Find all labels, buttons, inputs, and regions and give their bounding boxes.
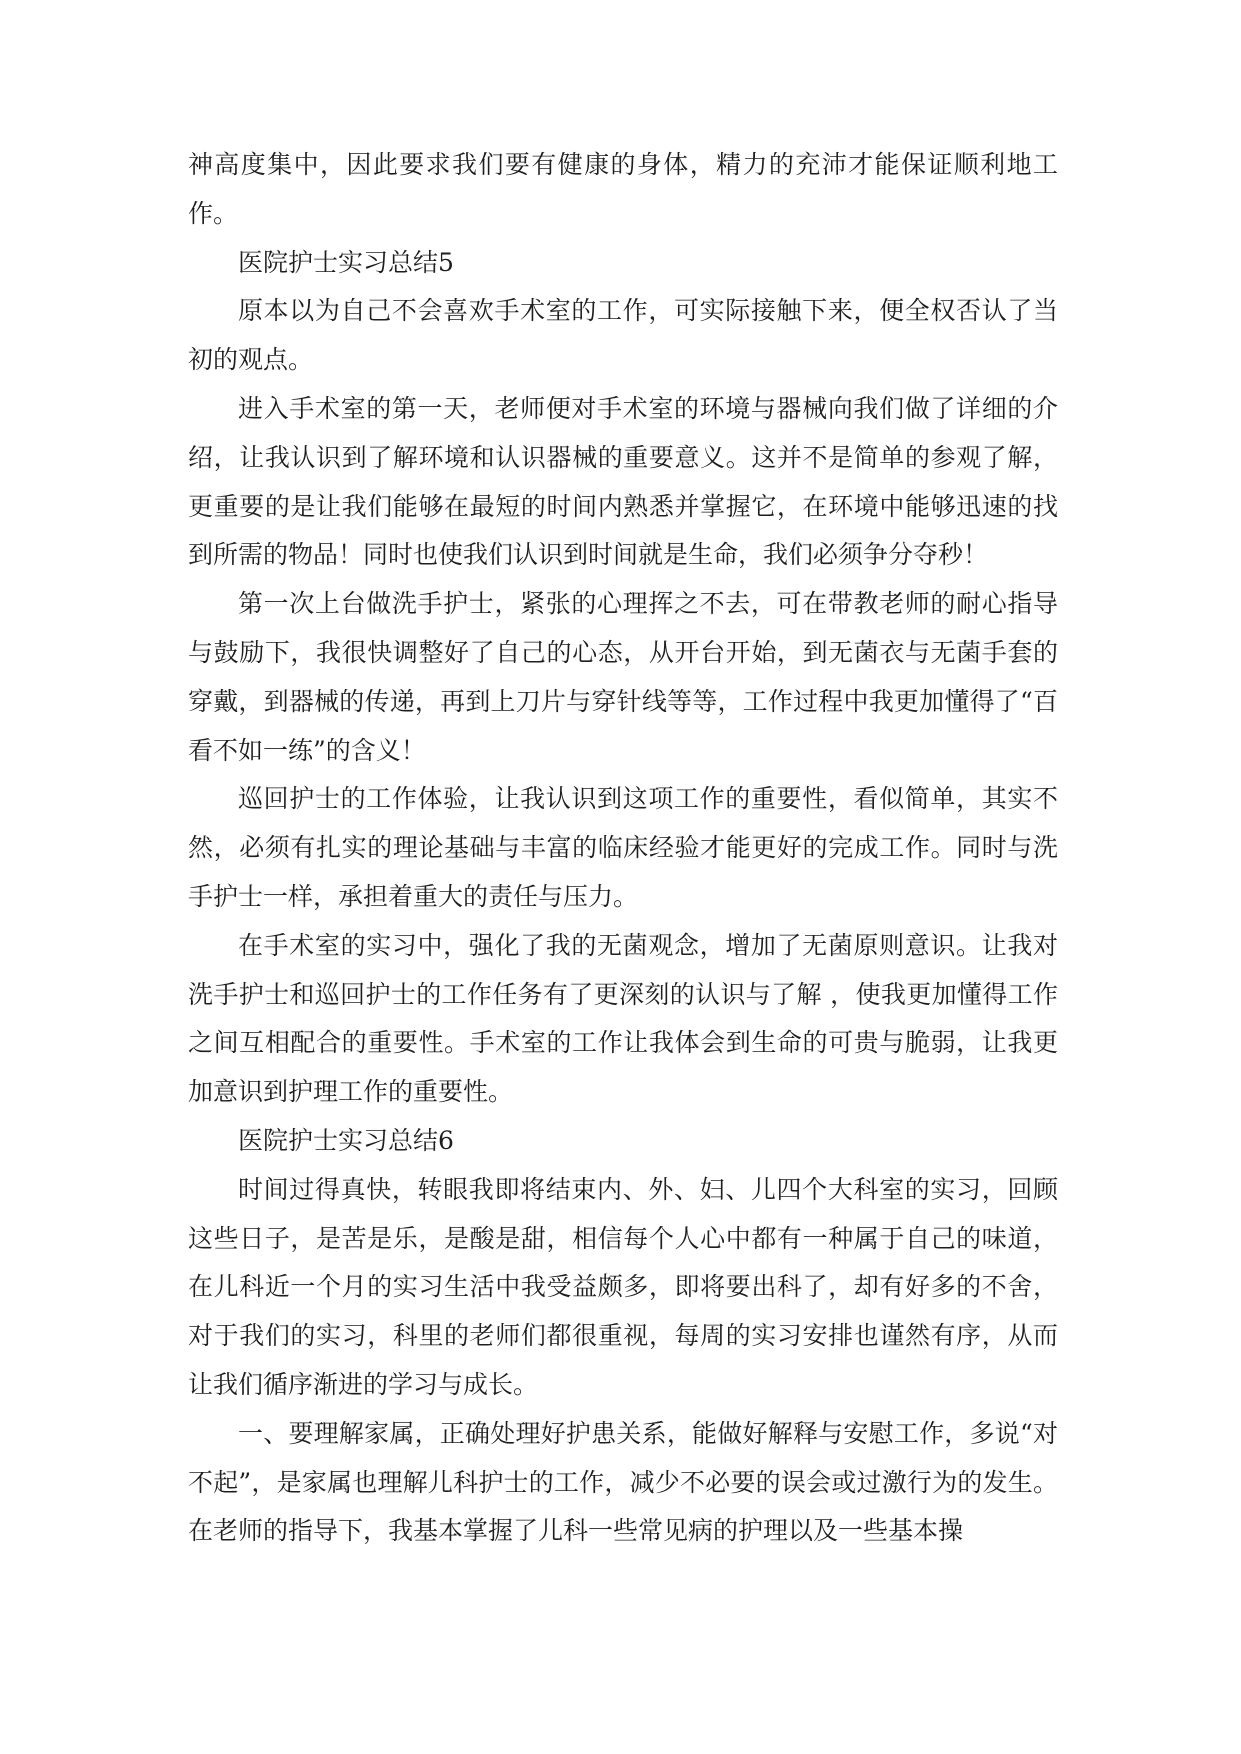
paragraph: 时间过得真快，转眼我即将结束内、外、妇、儿四个大科室的实习，回顾这些日子，是苦是乐，是酸是甜，相信每个人心中都有一种属于自己的味道，在儿科近一个月的实习生活中我受益颇多，即将要出科了，却有好多的不舍，对于我们的实习，科里的老师们都很重视，每周的实习安排也谨然有序，从而让我们循序渐进的学习与成长。: [188, 1174, 1058, 1399]
paragraph: 在手术室的实习中，强化了我的无菌观念，增加了无菌原则意识。让我对洗手护士和巡回护士的工作任务有了更深刻的认识与了解 ，使我更加懂得工作之间互相配合的重要性。手术室的工作让我体会到生命的可贵与脆弱，让我更加意识到护理工作的重要性。: [188, 930, 1058, 1107]
paragraph-continued: 神高度集中，因此要求我们要有健康的身体，精力的充沛才能保证顺利地工作。: [188, 150, 1058, 228]
paragraph: 第一次上台做洗手护士，紧张的心理挥之不去，可在带教老师的耐心指导与鼓励下，我很快调整好了自己的心态，从开台开始，到无菌衣与无菌手套的穿戴，到器械的传递，再到上刀片与穿针线等等，工作过程中我更加懂得了“百看不如一练”的含义！: [188, 589, 1058, 765]
document-body: [188, 141, 1058, 1556]
paragraph: 进入手术室的第一天，老师便对手术室的环境与器械向我们做了详细的介绍，让我认识到了解环境和认识器械的重要意义。这并不是简单的参观了解，更重要的是让我们能够在最短的时间内熟悉并掌握它，在环境中能够迅速的找到所需的物品！同时也使我们认识到时间就是生命，我们必须争分夺秒！: [188, 393, 1058, 570]
paragraph: 巡回护士的工作体验，让我认识到这项工作的重要性，看似简单，其实不然，必须有扎实的理论基础与丰富的临床经验才能更好的完成工作。同时与洗手护士一样，承担着重大的责任与压力。: [188, 784, 1058, 911]
section-heading-6: 医院护士实习总结6: [238, 1125, 454, 1155]
paragraph: 一、要理解家属，正确处理好护患关系，能做好解释与安慰工作，多说“对不起”，是家属也理解儿科护士的工作，减少不必要的误会或过激行为的发生。在老师的指导下，我基本掌握了儿科一些常见病的护理以及一些基本操: [188, 1418, 1058, 1546]
section-heading-5: 医院护士实习总结5: [238, 247, 454, 277]
paragraph: 原本以为自己不会喜欢手术室的工作，可实际接触下来，便全权否认了当初的观点。: [188, 296, 1058, 375]
